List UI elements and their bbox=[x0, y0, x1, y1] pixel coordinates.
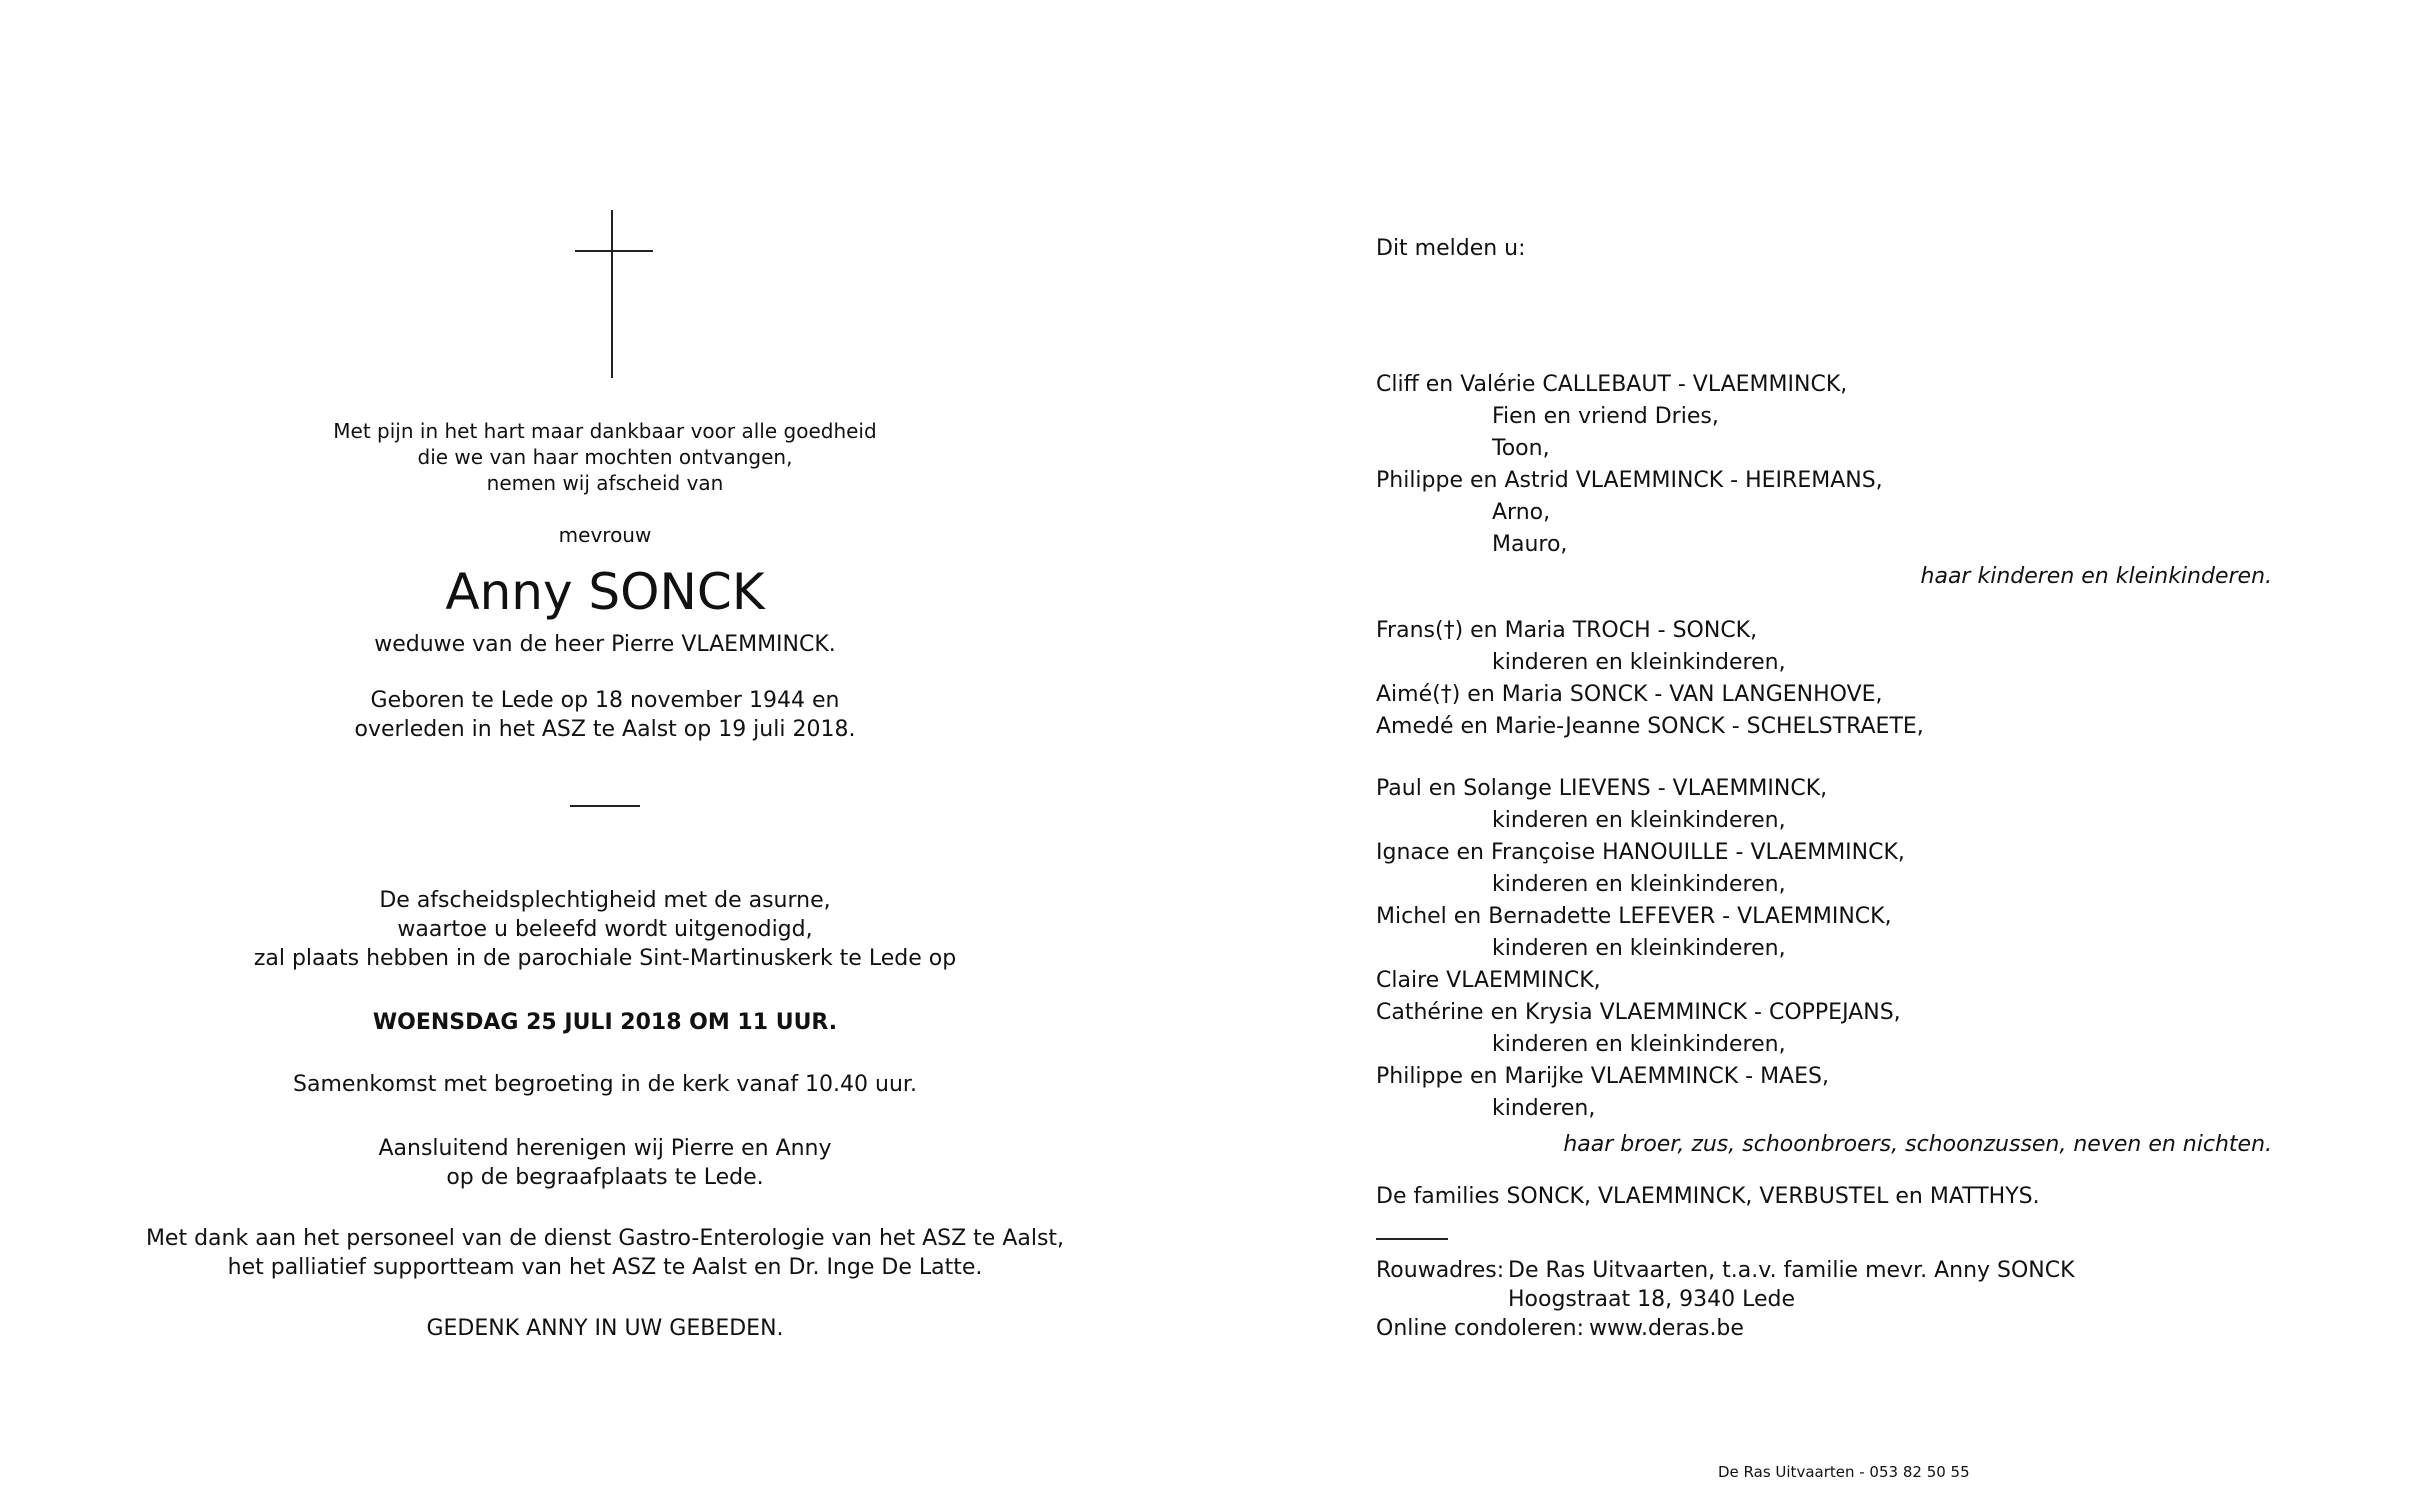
family-line: Toon, bbox=[1492, 436, 1550, 461]
family-line: Arno, bbox=[1492, 500, 1551, 525]
online-link[interactable]: www.deras.be bbox=[1589, 1316, 1744, 1341]
family-line: kinderen, bbox=[1492, 1096, 1596, 1121]
ceremony-date: WOENSDAG 25 JULI 2018 OM 11 UUR. bbox=[372, 1010, 838, 1035]
birth-line: Geboren te Lede op 18 november 1944 en bbox=[370, 688, 840, 713]
ceremony-line: zal plaats hebben in de parochiale Sint-Martinuskerk te Lede op bbox=[253, 946, 957, 971]
reunion-line: op de begraafplaats te Lede. bbox=[446, 1165, 764, 1190]
family-line: Frans(†) en Maria TROCH - SONCK, bbox=[1376, 618, 1758, 643]
family-line: kinderen en kleinkinderen, bbox=[1492, 936, 1786, 961]
family-line: Cliff en Valérie CALLEBAUT - VLAEMMINCK, bbox=[1376, 372, 1848, 397]
gathering-line: Samenkomst met begroeting in de kerk vanaf 10.40 uur. bbox=[293, 1072, 917, 1097]
family-line: Aimé(†) en Maria SONCK - VAN LANGENHOVE, bbox=[1376, 682, 1883, 707]
deceased-name: Anny SONCK bbox=[445, 563, 765, 621]
footer-credit: De Ras Uitvaarten - 053 82 50 55 bbox=[1718, 1463, 1970, 1481]
widow-of: weduwe van de heer Pierre VLAEMMINCK. bbox=[374, 632, 836, 657]
thanks-line: het palliatief supportteam van het ASZ te Aalst en Dr. Inge De Latte. bbox=[227, 1255, 983, 1280]
reunion-line: Aansluitend herenigen wij Pierre en Anny bbox=[378, 1136, 832, 1161]
family-line: Amedé en Marie-Jeanne SONCK - SCHELSTRAETE, bbox=[1376, 714, 1924, 739]
relation-line: haar kinderen en kleinkinderen. bbox=[1920, 564, 2272, 589]
address-line: De Ras Uitvaarten, t.a.v. familie mevr. Anny SONCK bbox=[1508, 1258, 2075, 1283]
honorific: mevrouw bbox=[558, 523, 652, 547]
online-label: Online condoleren: bbox=[1376, 1316, 1584, 1341]
family-line: kinderen en kleinkinderen, bbox=[1492, 1032, 1786, 1057]
family-line: Mauro, bbox=[1492, 532, 1568, 557]
address-label: Rouwadres: bbox=[1376, 1258, 1505, 1283]
relation-line: haar broer, zus, schoonbroers, schoonzussen, neven en nichten. bbox=[1563, 1132, 2272, 1157]
families-line: De families SONCK, VLAEMMINCK, VERBUSTEL en MATTHYS. bbox=[1376, 1184, 2040, 1209]
family-line: kinderen en kleinkinderen, bbox=[1492, 808, 1786, 833]
intro-line: die we van haar mochten ontvangen, bbox=[417, 445, 793, 469]
announcement-heading: Dit melden u: bbox=[1376, 236, 1526, 261]
family-line: kinderen en kleinkinderen, bbox=[1492, 650, 1786, 675]
ceremony-line: De afscheidsplechtigheid met de asurne, bbox=[379, 888, 831, 913]
intro-line: Met pijn in het hart maar dankbaar voor alle goedheid bbox=[333, 419, 877, 443]
ceremony-line: waartoe u beleefd wordt uitgenodigd, bbox=[397, 917, 813, 942]
family-line: Philippe en Astrid VLAEMMINCK - HEIREMANS, bbox=[1376, 468, 1883, 493]
family-line: Paul en Solange LIEVENS - VLAEMMINCK, bbox=[1376, 776, 1828, 801]
prayer-line: GEDENK ANNY IN UW GEBEDEN. bbox=[426, 1316, 784, 1341]
divider bbox=[1376, 1238, 1448, 1240]
family-line: Cathérine en Krysia VLAEMMINCK - COPPEJANS, bbox=[1376, 1000, 1901, 1025]
family-line: Ignace en Françoise HANOUILLE - VLAEMMINCK, bbox=[1376, 840, 1905, 865]
thanks-line: Met dank aan het personeel van de dienst Gastro-Enterologie van het ASZ te Aalst, bbox=[145, 1226, 1065, 1251]
intro-line: nemen wij afscheid van bbox=[486, 471, 724, 495]
family-line: Michel en Bernadette LEFEVER - VLAEMMINCK, bbox=[1376, 904, 1892, 929]
family-line: kinderen en kleinkinderen, bbox=[1492, 872, 1786, 897]
family-line: Claire VLAEMMINCK, bbox=[1376, 968, 1601, 993]
family-line: Philippe en Marijke VLAEMMINCK - MAES, bbox=[1376, 1064, 1829, 1089]
death-line: overleden in het ASZ te Aalst op 19 juli 2018. bbox=[354, 717, 856, 742]
address-line: Hoogstraat 18, 9340 Lede bbox=[1508, 1287, 1796, 1312]
family-line: Fien en vriend Dries, bbox=[1492, 404, 1719, 429]
